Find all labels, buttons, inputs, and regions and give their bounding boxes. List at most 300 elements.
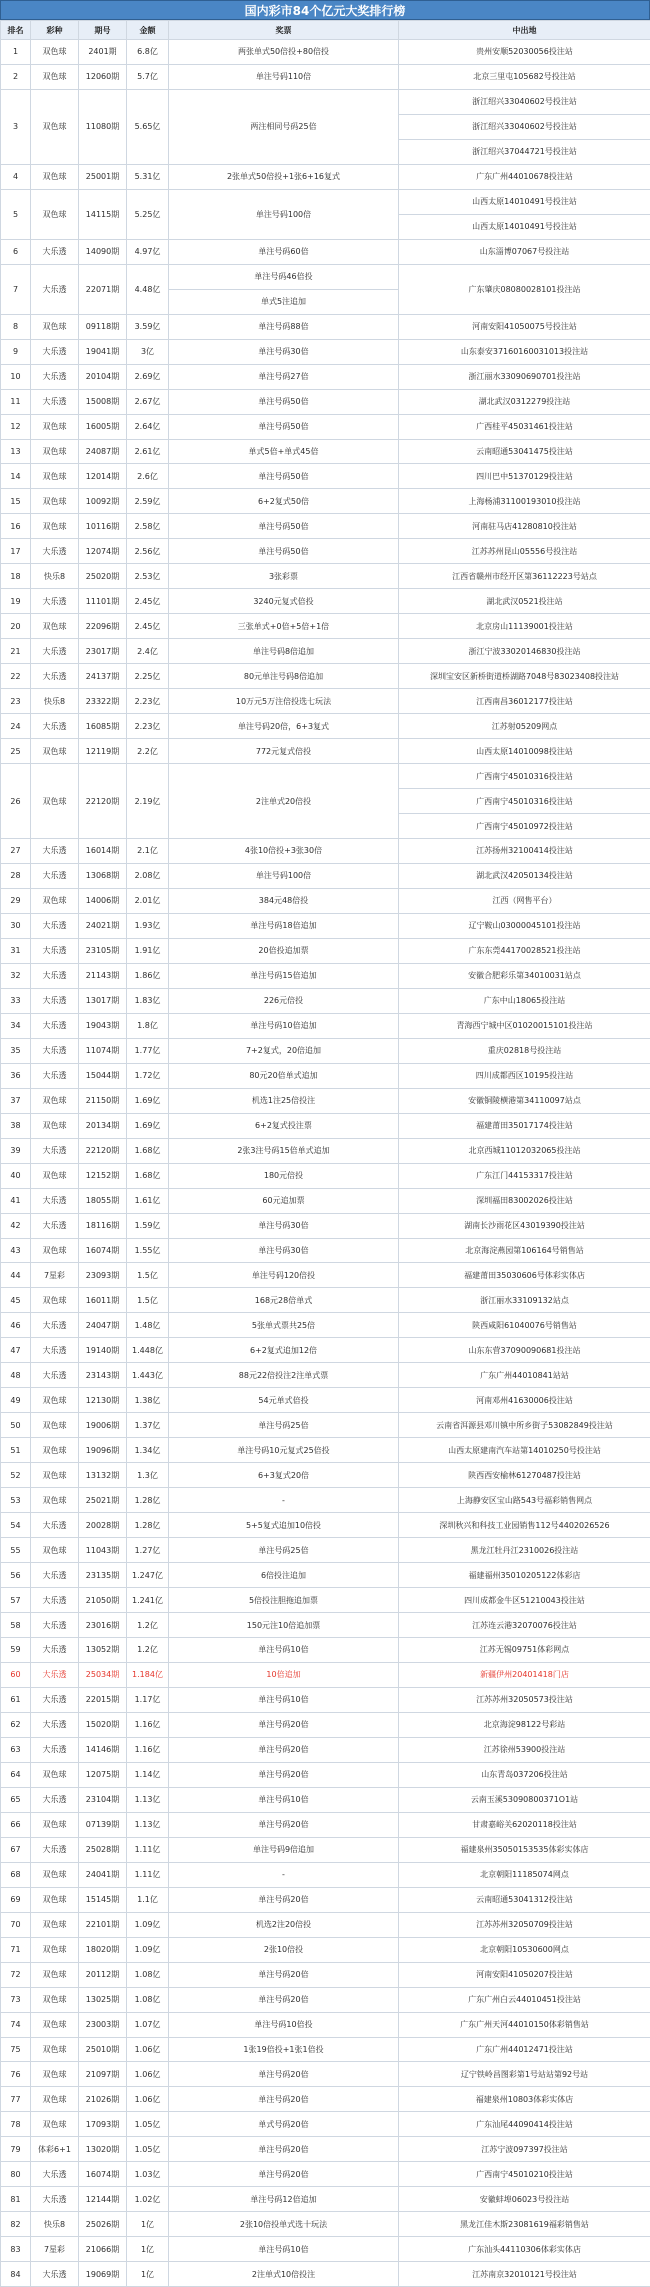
cell-prize: 单注号码15倍追加 <box>169 963 399 988</box>
cell-draw: 18055期 <box>79 1188 127 1213</box>
cell-rank: 77 <box>1 2087 31 2112</box>
cell-prize: 单注号码50倍 <box>169 514 399 539</box>
cell-amount: 2.45亿 <box>127 589 169 614</box>
table-row <box>1 1987 650 2012</box>
table-row <box>1 489 650 514</box>
cell-site: 浙江绍兴37044721号投注站 <box>399 139 650 164</box>
table-row <box>1 1263 650 1288</box>
table-row <box>1 2187 650 2212</box>
cell-rank: 38 <box>1 1113 31 1138</box>
cell-site: 江苏宁波097397投注站 <box>399 2137 650 2162</box>
cell-amount: 5.65亿 <box>127 89 169 164</box>
cell-type: 双色球 <box>31 1538 79 1563</box>
table-row <box>1 564 650 589</box>
cell-prize: 单注号码60倍 <box>169 239 399 264</box>
cell-prize: 168元28倍单式 <box>169 1288 399 1313</box>
cell-amount: 2.64亿 <box>127 414 169 439</box>
cell-type: 双色球 <box>31 489 79 514</box>
cell-draw: 12152期 <box>79 1163 127 1188</box>
cell-amount: 1.07亿 <box>127 2012 169 2037</box>
cell-draw: 15008期 <box>79 389 127 414</box>
table-row <box>1 64 650 89</box>
cell-site: 山东淄博07067号投注站 <box>399 239 650 264</box>
cell-draw: 19140期 <box>79 1338 127 1363</box>
table-row <box>1 1687 650 1712</box>
cell-draw: 21097期 <box>79 2062 127 2087</box>
cell-site: 江苏苏州昆山05556号投注站 <box>399 539 650 564</box>
table-row <box>1 1238 650 1263</box>
cell-type: 双色球 <box>31 1463 79 1488</box>
cell-draw: 13052期 <box>79 1638 127 1663</box>
cell-amount: 1.03亿 <box>127 2162 169 2187</box>
table-row <box>1 1013 650 1038</box>
table-row <box>1 1213 650 1238</box>
table-row <box>1 714 650 739</box>
cell-rank: 34 <box>1 1013 31 1038</box>
cell-type: 双色球 <box>31 2012 79 2037</box>
cell-rank: 63 <box>1 1737 31 1762</box>
cell-prize: 单注号码20倍 <box>169 2062 399 2087</box>
cell-site: 山西太原建南汽车站第14010250号投注站 <box>399 1438 650 1463</box>
page-title: 国内彩市84个亿元大奖排行榜 <box>0 0 650 20</box>
cell-amount: 1.69亿 <box>127 1088 169 1113</box>
cell-prize: 6+3复式20倍 <box>169 1463 399 1488</box>
cell-rank: 46 <box>1 1313 31 1338</box>
cell-amount: 1.13亿 <box>127 1787 169 1812</box>
cell-amount: 1.68亿 <box>127 1138 169 1163</box>
cell-type: 双色球 <box>31 1987 79 2012</box>
cell-draw: 22101期 <box>79 1912 127 1937</box>
cell-site: 福建泉州35050153535体彩实体店 <box>399 1837 650 1862</box>
cell-draw: 23143期 <box>79 1363 127 1388</box>
cell-type: 双色球 <box>31 64 79 89</box>
cell-prize: 单注号码120倍投 <box>169 1263 399 1288</box>
table-row <box>1 614 650 639</box>
cell-prize: 5+5复式追加10倍投 <box>169 1513 399 1538</box>
cell-draw: 21143期 <box>79 963 127 988</box>
cell-site: 江西（网售平台） <box>399 888 650 913</box>
cell-prize: 60元追加票 <box>169 1188 399 1213</box>
cell-draw: 24087期 <box>79 439 127 464</box>
cell-site: 江苏扬州32100414投注站 <box>399 839 650 864</box>
table-row <box>1 1188 650 1213</box>
table-row <box>1 1538 650 1563</box>
cell-prize: 两张单式50倍投+80倍投 <box>169 40 399 65</box>
cell-type: 双色球 <box>31 1912 79 1937</box>
table-row <box>1 514 650 539</box>
cell-prize: 1张19倍投+1张1倍投 <box>169 2037 399 2062</box>
cell-rank: 82 <box>1 2212 31 2237</box>
cell-site: 云南省洱源县邓川镇中所乡街子53082849投注站 <box>399 1413 650 1438</box>
cell-amount: 2.6亿 <box>127 464 169 489</box>
cell-prize: 单注号码20倍 <box>169 1712 399 1737</box>
cell-prize: 单注号码18倍追加 <box>169 913 399 938</box>
table-row <box>1 1563 650 1588</box>
cell-draw: 2401期 <box>79 40 127 65</box>
cell-site: 江苏徐州53900投注站 <box>399 1737 650 1762</box>
cell-draw: 14090期 <box>79 239 127 264</box>
table-row <box>1 1812 650 1837</box>
cell-draw: 13020期 <box>79 2137 127 2162</box>
cell-draw: 24041期 <box>79 1862 127 1887</box>
cell-site: 浙江丽水33109132站点 <box>399 1288 650 1313</box>
cell-amount: 2.08亿 <box>127 863 169 888</box>
cell-prize: 6+2复式追加12倍 <box>169 1338 399 1363</box>
table-row <box>1 1662 650 1687</box>
cell-type: 双色球 <box>31 2112 79 2137</box>
cell-draw: 24137期 <box>79 664 127 689</box>
cell-type: 双色球 <box>31 1388 79 1413</box>
cell-site: 广东广州44012471投注站 <box>399 2037 650 2062</box>
cell-type: 大乐透 <box>31 2262 79 2287</box>
cell-amount: 1.5亿 <box>127 1288 169 1313</box>
cell-rank: 18 <box>1 564 31 589</box>
cell-amount: 1.06亿 <box>127 2062 169 2087</box>
cell-amount: 2.53亿 <box>127 564 169 589</box>
cell-draw: 25001期 <box>79 164 127 189</box>
cell-amount: 1.11亿 <box>127 1837 169 1862</box>
cell-rank: 69 <box>1 1887 31 1912</box>
cell-prize: 2张10倍投 <box>169 1937 399 1962</box>
cell-draw: 13025期 <box>79 1987 127 2012</box>
cell-amount: 1.02亿 <box>127 2187 169 2212</box>
cell-draw: 23017期 <box>79 639 127 664</box>
cell-rank: 12 <box>1 414 31 439</box>
cell-type: 双色球 <box>31 1288 79 1313</box>
cell-type: 大乐透 <box>31 714 79 739</box>
cell-prize: 单注号码100倍 <box>169 863 399 888</box>
cell-type: 体彩6+1 <box>31 2137 79 2162</box>
cell-type: 双色球 <box>31 464 79 489</box>
cell-amount: 2.45亿 <box>127 614 169 639</box>
table-row <box>1 913 650 938</box>
cell-amount: 1.77亿 <box>127 1038 169 1063</box>
cell-rank: 28 <box>1 863 31 888</box>
cell-rank: 33 <box>1 988 31 1013</box>
cell-site: 新疆伊州20401418门店 <box>399 1662 650 1687</box>
cell-amount: 1.61亿 <box>127 1188 169 1213</box>
cell-amount: 1亿 <box>127 2212 169 2237</box>
table-row <box>1 1463 650 1488</box>
cell-type: 7星彩 <box>31 2237 79 2262</box>
table-row <box>1 264 650 289</box>
cell-draw: 24021期 <box>79 913 127 938</box>
cell-prize: 80元单注号码8倍追加 <box>169 664 399 689</box>
cell-draw: 12060期 <box>79 64 127 89</box>
table-row <box>1 2037 650 2062</box>
cell-draw: 25021期 <box>79 1488 127 1513</box>
cell-amount: 2.2亿 <box>127 739 169 764</box>
cell-amount: 1.184亿 <box>127 1662 169 1687</box>
cell-prize: 单式5注追加 <box>169 289 399 314</box>
cell-rank: 26 <box>1 764 31 839</box>
ranking-table <box>0 20 650 2287</box>
cell-draw: 23105期 <box>79 938 127 963</box>
cell-site: 四川成都西区10195投注站 <box>399 1063 650 1088</box>
cell-rank: 5 <box>1 189 31 239</box>
cell-site: 深圳福田83002026投注站 <box>399 1188 650 1213</box>
table-row <box>1 963 650 988</box>
table-row <box>1 2012 650 2037</box>
cell-type: 大乐透 <box>31 988 79 1013</box>
table-row <box>1 40 650 65</box>
cell-rank: 84 <box>1 2262 31 2287</box>
header-type: 彩种 <box>31 21 79 40</box>
table-row <box>1 539 650 564</box>
cell-type: 双色球 <box>31 1413 79 1438</box>
table-row <box>1 1363 650 1388</box>
cell-type: 双色球 <box>31 2037 79 2062</box>
header-rank: 排名 <box>1 21 31 40</box>
cell-draw: 12119期 <box>79 739 127 764</box>
cell-draw: 15044期 <box>79 1063 127 1088</box>
cell-type: 双色球 <box>31 89 79 164</box>
cell-type: 大乐透 <box>31 1837 79 1862</box>
cell-type: 大乐透 <box>31 389 79 414</box>
cell-site: 江苏苏州32050709投注站 <box>399 1912 650 1937</box>
cell-draw: 19006期 <box>79 1413 127 1438</box>
cell-rank: 81 <box>1 2187 31 2212</box>
cell-prize: 单注号码50倍 <box>169 414 399 439</box>
cell-amount: 1.08亿 <box>127 1962 169 1987</box>
cell-type: 双色球 <box>31 614 79 639</box>
table-row <box>1 1088 650 1113</box>
cell-rank: 4 <box>1 164 31 189</box>
cell-site: 广东广州白云44010451投注站 <box>399 1987 650 2012</box>
table-row <box>1 2237 650 2262</box>
cell-draw: 14115期 <box>79 189 127 239</box>
cell-rank: 25 <box>1 739 31 764</box>
cell-draw: 16005期 <box>79 414 127 439</box>
table-row <box>1 2062 650 2087</box>
cell-amount: 2.69亿 <box>127 364 169 389</box>
cell-amount: 1.38亿 <box>127 1388 169 1413</box>
table-row <box>1 1513 650 1538</box>
cell-draw: 11074期 <box>79 1038 127 1063</box>
cell-rank: 51 <box>1 1438 31 1463</box>
table-row <box>1 1113 650 1138</box>
cell-site: 广东中山18065投注站 <box>399 988 650 1013</box>
cell-rank: 73 <box>1 1987 31 2012</box>
cell-prize: 机选1注25倍投注 <box>169 1088 399 1113</box>
cell-rank: 48 <box>1 1363 31 1388</box>
cell-prize: 226元倍投 <box>169 988 399 1013</box>
cell-site: 广东肇庆08080028101投注站 <box>399 264 650 314</box>
cell-rank: 15 <box>1 489 31 514</box>
cell-site: 江苏射05209网点 <box>399 714 650 739</box>
cell-rank: 3 <box>1 89 31 164</box>
cell-draw: 18020期 <box>79 1937 127 1962</box>
cell-type: 7星彩 <box>31 1263 79 1288</box>
table-row <box>1 2212 650 2237</box>
cell-site: 江苏连云港32070076投注站 <box>399 1613 650 1638</box>
cell-amount: 5.31亿 <box>127 164 169 189</box>
cell-type: 双色球 <box>31 1762 79 1787</box>
cell-prize: 10万元5万注倍投选七玩法 <box>169 689 399 714</box>
cell-type: 双色球 <box>31 1438 79 1463</box>
cell-prize: 单注号码12倍追加 <box>169 2187 399 2212</box>
cell-type: 大乐透 <box>31 1687 79 1712</box>
header-draw: 期号 <box>79 21 127 40</box>
cell-draw: 10092期 <box>79 489 127 514</box>
cell-site: 河南驻马店41280810投注站 <box>399 514 650 539</box>
cell-rank: 60 <box>1 1662 31 1687</box>
cell-site: 福建莆田35030606号体彩实体店 <box>399 1263 650 1288</box>
cell-rank: 78 <box>1 2112 31 2137</box>
cell-amount: 1.241亿 <box>127 1588 169 1613</box>
cell-site: 山东泰安37160160031013投注站 <box>399 339 650 364</box>
cell-prize: 单注号码20倍，6+3复式 <box>169 714 399 739</box>
cell-amount: 1.83亿 <box>127 988 169 1013</box>
cell-type: 大乐透 <box>31 339 79 364</box>
table-row <box>1 1063 650 1088</box>
cell-amount: 2.61亿 <box>127 439 169 464</box>
cell-amount: 5.7亿 <box>127 64 169 89</box>
cell-site: 深圳秋兴和科技工业园销售112号4402026526 <box>399 1513 650 1538</box>
cell-amount: 2.23亿 <box>127 714 169 739</box>
cell-rank: 30 <box>1 913 31 938</box>
cell-draw: 25028期 <box>79 1837 127 1862</box>
cell-draw: 22120期 <box>79 764 127 839</box>
cell-site: 湖南长沙雨花区43019390投注站 <box>399 1213 650 1238</box>
cell-rank: 55 <box>1 1538 31 1563</box>
cell-prize: 单注号码50倍 <box>169 539 399 564</box>
table-row <box>1 1438 650 1463</box>
cell-prize: 单式号码20倍 <box>169 2112 399 2137</box>
cell-draw: 16074期 <box>79 2162 127 2187</box>
cell-type: 双色球 <box>31 739 79 764</box>
cell-site: 浙江丽水33090690701投注站 <box>399 364 650 389</box>
cell-draw: 19041期 <box>79 339 127 364</box>
cell-rank: 21 <box>1 639 31 664</box>
table-row <box>1 464 650 489</box>
cell-type: 大乐透 <box>31 264 79 314</box>
cell-type: 大乐透 <box>31 1038 79 1063</box>
cell-rank: 43 <box>1 1238 31 1263</box>
cell-type: 大乐透 <box>31 1737 79 1762</box>
cell-rank: 71 <box>1 1937 31 1962</box>
cell-prize: 2张单式50倍投+1张6+16复式 <box>169 164 399 189</box>
cell-type: 双色球 <box>31 164 79 189</box>
cell-type: 双色球 <box>31 1113 79 1138</box>
cell-rank: 39 <box>1 1138 31 1163</box>
cell-prize: 2张3注号码15倍单式追加 <box>169 1138 399 1163</box>
cell-site: 北京朝阳10530600网点 <box>399 1937 650 1962</box>
cell-rank: 1 <box>1 40 31 65</box>
cell-site: 云南玉溪53090800371O1站 <box>399 1787 650 1812</box>
table-row <box>1 1638 650 1663</box>
table-row <box>1 639 650 664</box>
cell-draw: 21066期 <box>79 2237 127 2262</box>
cell-prize: 单注号码20倍 <box>169 1962 399 1987</box>
table-row <box>1 863 650 888</box>
cell-amount: 1.34亿 <box>127 1438 169 1463</box>
cell-site: 北京海淀98122号彩站 <box>399 1712 650 1737</box>
cell-amount: 5.25亿 <box>127 189 169 239</box>
cell-rank: 76 <box>1 2062 31 2087</box>
cell-rank: 29 <box>1 888 31 913</box>
cell-amount: 1.55亿 <box>127 1238 169 1263</box>
cell-site: 北京房山11139001投注站 <box>399 614 650 639</box>
cell-amount: 1.37亿 <box>127 1413 169 1438</box>
cell-rank: 75 <box>1 2037 31 2062</box>
cell-prize: 单注号码50倍 <box>169 464 399 489</box>
table-row <box>1 2087 650 2112</box>
cell-prize: - <box>169 1488 399 1513</box>
cell-draw: 12130期 <box>79 1388 127 1413</box>
cell-type: 大乐透 <box>31 1563 79 1588</box>
table-row <box>1 339 650 364</box>
cell-site: 山西太原14010491号投注站 <box>399 189 650 214</box>
cell-type: 大乐透 <box>31 1063 79 1088</box>
cell-rank: 31 <box>1 938 31 963</box>
cell-type: 大乐透 <box>31 839 79 864</box>
cell-site: 山东东营37090090681投注站 <box>399 1338 650 1363</box>
table-row <box>1 1862 650 1887</box>
cell-rank: 20 <box>1 614 31 639</box>
cell-prize: 6+2复式投注票 <box>169 1113 399 1138</box>
cell-site: 河南邓州41630006投注站 <box>399 1388 650 1413</box>
cell-rank: 9 <box>1 339 31 364</box>
cell-type: 大乐透 <box>31 2187 79 2212</box>
cell-rank: 61 <box>1 1687 31 1712</box>
table-row <box>1 1413 650 1438</box>
cell-draw: 11101期 <box>79 589 127 614</box>
cell-amount: 1.05亿 <box>127 2112 169 2137</box>
cell-rank: 65 <box>1 1787 31 1812</box>
cell-draw: 16011期 <box>79 1288 127 1313</box>
cell-amount: 4.48亿 <box>127 264 169 314</box>
table-row <box>1 89 650 114</box>
cell-amount: 1.08亿 <box>127 1987 169 2012</box>
cell-type: 大乐透 <box>31 239 79 264</box>
cell-prize: 单注号码10倍 <box>169 1787 399 1812</box>
cell-draw: 09118期 <box>79 314 127 339</box>
cell-site: 北京海淀燕园第106164号销售站 <box>399 1238 650 1263</box>
cell-prize: 机选2注20倍投 <box>169 1912 399 1937</box>
cell-draw: 25026期 <box>79 2212 127 2237</box>
cell-rank: 70 <box>1 1912 31 1937</box>
cell-prize: 88元22倍投注2注单式票 <box>169 1363 399 1388</box>
cell-type: 大乐透 <box>31 1662 79 1687</box>
cell-rank: 58 <box>1 1613 31 1638</box>
cell-prize: 单注号码30倍 <box>169 339 399 364</box>
cell-site: 江西省赣州市经开区第36112223号站点 <box>399 564 650 589</box>
cell-site: 云南昭通53041475投注站 <box>399 439 650 464</box>
cell-type: 大乐透 <box>31 863 79 888</box>
cell-prize: 4张10倍投+3张30倍 <box>169 839 399 864</box>
cell-rank: 74 <box>1 2012 31 2037</box>
cell-type: 双色球 <box>31 514 79 539</box>
cell-draw: 18116期 <box>79 1213 127 1238</box>
cell-type: 双色球 <box>31 2087 79 2112</box>
cell-site: 贵州安顺52030056投注站 <box>399 40 650 65</box>
cell-type: 双色球 <box>31 1962 79 1987</box>
cell-prize: 单注号码10元复式25倍投 <box>169 1438 399 1463</box>
cell-site: 辽宁鞍山03000045101投注站 <box>399 913 650 938</box>
cell-draw: 12074期 <box>79 539 127 564</box>
cell-site: 山西太原14010491号投注站 <box>399 214 650 239</box>
cell-prize: 180元倍投 <box>169 1163 399 1188</box>
cell-site: 广西南宁45010210投注站 <box>399 2162 650 2187</box>
cell-draw: 07139期 <box>79 1812 127 1837</box>
cell-rank: 27 <box>1 839 31 864</box>
cell-draw: 25020期 <box>79 564 127 589</box>
cell-prize: 单注号码50倍 <box>169 389 399 414</box>
table-row <box>1 389 650 414</box>
cell-type: 双色球 <box>31 414 79 439</box>
table-row <box>1 314 650 339</box>
